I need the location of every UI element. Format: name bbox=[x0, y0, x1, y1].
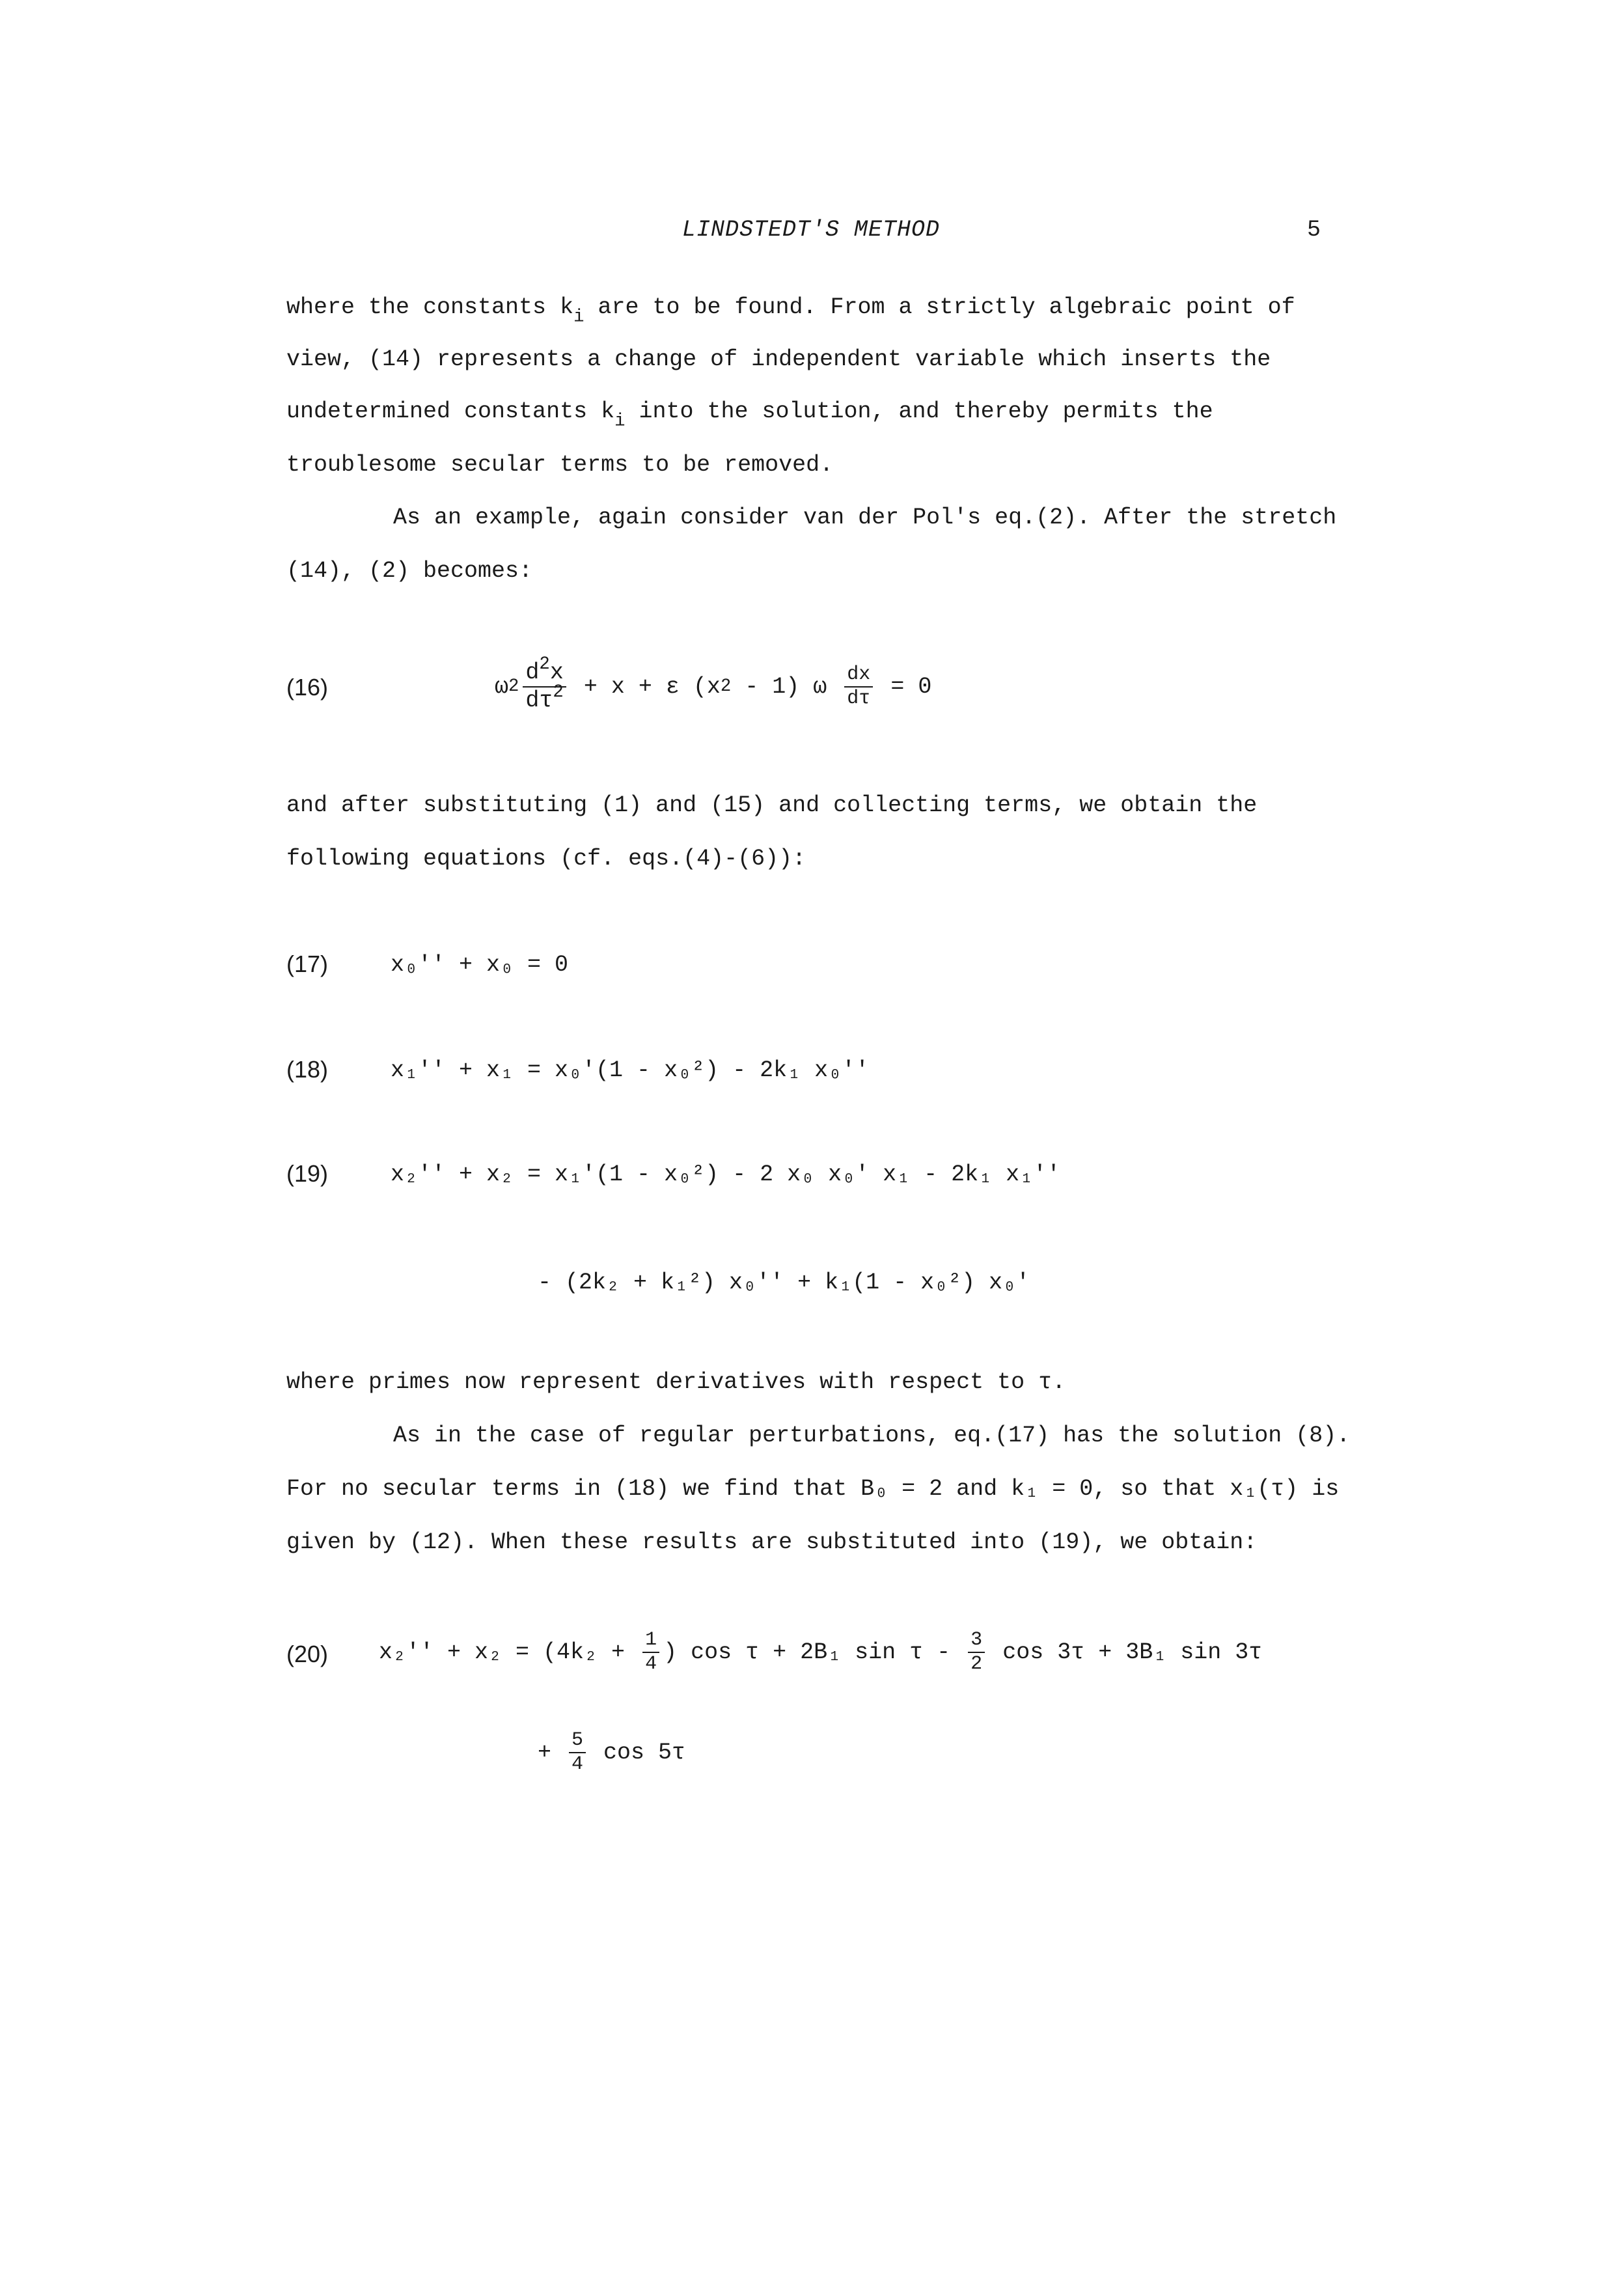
para1-line1-a: where the constants k bbox=[286, 294, 574, 320]
eq16-second-derivative bbox=[523, 654, 566, 714]
eq18-body: x₁'' + x₁ = x₀'(1 - x₀²) - 2k₁ x₀'' bbox=[391, 1057, 870, 1083]
eq16-mid: + x + ε (x bbox=[570, 674, 721, 700]
eq20-part1: x₂'' + x₂ = (4k₂ + bbox=[379, 1639, 639, 1665]
eq19-number: (19) bbox=[286, 1160, 329, 1187]
para3-line1: and after substituting (1) and (15) and collecting terms, we obtain the bbox=[286, 792, 1258, 818]
para4-line1: where primes now represent derivatives with respect to τ. bbox=[286, 1369, 1066, 1395]
eq17-body: x₀'' + x₀ = 0 bbox=[391, 952, 569, 978]
eq16-frac-den: $d\tau^2$ bbox=[525, 682, 564, 714]
eq20-number: (20) bbox=[286, 1641, 329, 1667]
para3-line2: following equations (cf. eqs.(4)-(6)): bbox=[286, 846, 806, 872]
para5-line2: For no secular terms in (18) we find that B₀ = 2 and k₁ = 0, so that x₁(τ) is bbox=[286, 1476, 1340, 1502]
para1-line3 bbox=[286, 398, 1213, 432]
para1-line3-b: into the solution, and thereby permits the bbox=[625, 398, 1213, 424]
eq16-end: = 0 bbox=[877, 674, 932, 700]
para1-line2: view, (14) represents a change of independent variable which inserts the bbox=[286, 346, 1271, 372]
eq20-frac2: $\frac{3}{2}$ bbox=[968, 1630, 985, 1675]
eq20-part3: cos 3τ + 3B₁ sin 3τ bbox=[989, 1639, 1263, 1665]
para1-line1-sub: i bbox=[573, 307, 585, 327]
running-title: LINDSTEDT'S METHOD bbox=[682, 217, 941, 243]
para1-line4: troublesome secular terms to be removed. bbox=[286, 452, 834, 478]
eq20-frac3: $\frac{5}{4}$ bbox=[569, 1730, 586, 1775]
eq16-number: (16) bbox=[286, 674, 329, 701]
eq20-line2 bbox=[538, 1720, 685, 1785]
eq20-line2-post: cos 5τ bbox=[590, 1740, 686, 1766]
para1-line1 bbox=[286, 294, 1295, 327]
para2-line2: (14), (2) becomes: bbox=[286, 558, 533, 584]
eq20-line2-pre: + bbox=[538, 1740, 566, 1766]
eq19-line2: - (2k₂ + k₁²) x₀'' + k₁(1 - x₀²) x₀' bbox=[538, 1270, 1030, 1296]
para1-line3-a: undetermined constants k bbox=[286, 398, 615, 424]
eq19-line1: x₂'' + x₂ = x₁'(1 - x₀²) - 2 x₀ x₀' x₁ - 2k₁ x₁'' bbox=[391, 1161, 1061, 1188]
eq20-frac1: $\frac{1}{4}$ bbox=[642, 1630, 659, 1675]
para1-line3-sub: i bbox=[614, 411, 626, 432]
eq16-frac-num: $d^2x$ bbox=[523, 661, 566, 688]
para1-line1-b: are to be found. From a strictly algebraic point of bbox=[584, 294, 1295, 320]
para5-line3: given by (12). When these results are substituted into (19), we obtain: bbox=[286, 1529, 1258, 1555]
eq20-line1 bbox=[379, 1620, 1262, 1685]
eq16-omega: ω bbox=[495, 674, 509, 700]
eq20-part2: ) cos τ + 2B₁ sin τ - bbox=[663, 1639, 965, 1665]
eq18-number: (18) bbox=[286, 1056, 329, 1083]
eq16-body: ω 2 $\frac{d^2x}{d\tau^2}$ + x + ε (x 2 - 1) ω $\frac{dx}{d\tau}$ = 0 bbox=[495, 654, 932, 714]
page-number: 5 bbox=[1307, 217, 1321, 243]
eq16-first-derivative: $\frac{dx}{d\tau}$ bbox=[844, 665, 873, 710]
para5-line1: As in the case of regular perturbations, eq.(17) has the solution (8). bbox=[393, 1423, 1351, 1449]
eq16-mid2: - 1) ω bbox=[731, 674, 841, 700]
eq17-number: (17) bbox=[286, 951, 329, 977]
para2-line1: As an example, again consider van der Pol's eq.(2). After the stretch bbox=[393, 505, 1337, 531]
